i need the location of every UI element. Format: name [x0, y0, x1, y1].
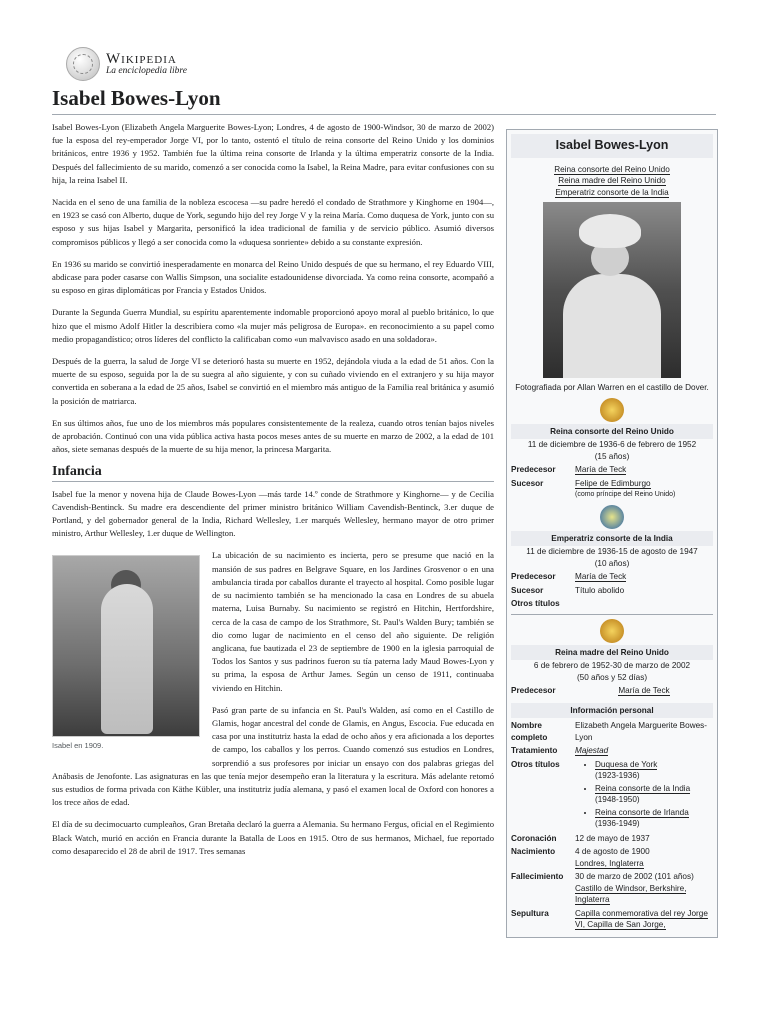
reign-years: (15 años): [594, 451, 630, 461]
thumbnail-photo[interactable]: [52, 555, 200, 737]
predecessor-label: Predecesor: [511, 572, 556, 581]
photo-figure-body: [101, 584, 153, 734]
list-item: [595, 759, 713, 782]
wikipedia-brand[interactable]: [66, 46, 716, 82]
thumbnail-caption: Isabel en 1909.: [52, 741, 104, 751]
other-titles-row: [511, 759, 713, 831]
reign-heading: Reina consorte del Reino Unido: [511, 424, 713, 440]
infancia-paragraph: Isabel fue la menor y novena hija de Claude Bowes-Lyon —más tarde 14.º conde de Strathmore y Kinghorne— y de Cecilia Cavendish-Bentinck. Su madre era descendiente del primer ministro británico William Cavendish-Bentinck, 3.er duque de Portland, y del gobernador general de la India, Richard Wellesley, 1.er marqués Wellesley, hermano mayor de otro primer ministro, Arthur Wellesley, 1.er duque de Wellington.: [52, 488, 494, 539]
predecessor-row: [511, 571, 713, 583]
royal-crest-icon: [600, 398, 624, 422]
predecessor-link[interactable]: María de Teck: [575, 572, 627, 581]
successor-value: Título abolido: [575, 585, 625, 595]
birth-row: [511, 846, 713, 869]
predecessor-row: [511, 685, 713, 697]
treatment-row: [511, 745, 713, 757]
full-name-label: Nombre completo: [511, 721, 548, 742]
other-titles-label: Otros títulos: [511, 599, 560, 608]
full-name-value: Elizabeth Angela Marguerite Bowes-Lyon: [575, 721, 707, 742]
successor-label: Sucesor: [511, 585, 544, 595]
reign-years: (10 años): [594, 558, 630, 568]
intro-paragraph: Nacida en el seno de una familia de la nobleza escocesa —su padre heredó el condado de Strathmore y Kinghorne en 1904—, en 1923 se casó con Alberto, duque de York, segundo hijo del rey Jorge V y la reina María. Como duquesa de York, junto con su esposo y sus hijas Isabel y Margarita, personificó la idea tradicional de familia y de servicio público. Asumió diversos compromisos públicos y llegó a ser conocida como la «duquesa sonriente» debido a su constante expresión.: [52, 197, 494, 247]
intro-paragraph: En 1936 su marido se convirtió inesperadamente en monarca del Reino Unido después de que su hermano, el rey Eduardo VIII, abdicase para poder casarse con Wallis Simpson, una socialite estadounidense divorciada. Ya como reina consorte, acompañó a su esposo en giras diplomáticas por Francia y Estados Unidos.: [52, 258, 494, 296]
other-titles-label: Otros títulos: [511, 759, 560, 769]
title-link[interactable]: Duquesa de York: [595, 759, 658, 769]
other-titles-list: [575, 759, 713, 830]
brand-text: [106, 52, 187, 77]
predecessor-link[interactable]: María de Teck: [575, 465, 627, 474]
thumbnail-figure[interactable]: [52, 555, 200, 752]
infancia-paragraph: La ubicación de su nacimiento es incierta, pero se presume que nació en la mansión de sus padres en Belgrave Square, en los Jardines Grosvenor o en una ambulancia tirada por caballos durante el trayecto al hospital. Como posible lugar de su nacimiento también se ha mencionado la casa en Londres de su abuela materna, Luisa Burnaby. Su nacimiento se registró en Hitchin, Hertfordshire, cerca de la casa de campo de los Strathmore, St. Paul's Walden Bury; también se dio como lugar de nacimiento en el censo del año siguiente. De religión anglicana, fue bautizada el 23 de septiembre de 1900 en la iglesia parroquial de Todos los Santos y sus padrinos fueron su tía paterna lady Maud Bowes-Lyon y su prima, la esposa de Arthur James. Según un censo de 1911, continuaba viviendo en Hitchin.: [212, 550, 494, 693]
intro-paragraph: Después de la guerra, la salud de Jorge VI se deterioró hasta su muerte en 1952, dejándola viuda a la edad de 51 años. Con la muerte de su esposo, seguida por la de su suegra al año siguiente, y con su cuñado viviendo en el extranjero y su hija mayor convertida en soberana a la edad de 25 años, Isabel se convirtió en el miembro más antiguo de la Familia real británica y asumió la posición de matriarca.: [52, 356, 494, 406]
full-name-row: [511, 720, 713, 743]
title-link[interactable]: Reina consorte de Irlanda: [595, 807, 689, 817]
section-heading-infancia: Infancia: [52, 465, 494, 481]
reign-dates: 6 de febrero de 1952-30 de marzo de 2002: [533, 661, 691, 670]
wikipedia-globe-icon: [66, 47, 100, 81]
coronation-label: Coronación: [511, 833, 557, 843]
predecessor-row: [511, 464, 713, 476]
death-label: Fallecimiento: [511, 872, 564, 881]
burial-label: Sepultura: [511, 908, 549, 918]
successor-link[interactable]: Felipe de Edimburgo: [575, 478, 651, 488]
title-dates: (1936-1949): [595, 819, 640, 828]
list-item: [595, 783, 713, 806]
successor-label: Sucesor: [511, 478, 544, 488]
photo-figure-body: [563, 274, 661, 378]
successor-row: [511, 478, 713, 501]
title-link[interactable]: Reina consorte de la India: [595, 783, 691, 793]
title-dates: (1948-1950): [595, 795, 640, 804]
title-dates: (1923-1936): [595, 771, 640, 780]
infobox-photo[interactable]: [543, 202, 681, 378]
role-link[interactable]: Reina consorte del Reino Unido: [554, 164, 670, 174]
coronation-row: [511, 833, 713, 845]
reign-dates: 11 de diciembre de 1936-6 de febrero de 1952: [527, 440, 697, 449]
brand-name: Wikipedia: [106, 50, 177, 67]
reign-years: (50 años y 52 días): [576, 672, 648, 682]
role-link[interactable]: Reina madre del Reino Unido: [558, 176, 666, 185]
article-page: [52, 46, 716, 929]
predecessor-label: Predecesor: [511, 465, 556, 474]
india-star-icon: [600, 505, 624, 529]
treatment-label: Tratamiento: [511, 746, 558, 755]
successor-row: [511, 585, 713, 597]
birth-label: Nacimiento: [511, 847, 556, 856]
infobox: [506, 129, 718, 938]
reign-heading: Emperatriz consorte de la India: [511, 531, 713, 547]
page-title: Isabel Bowes-Lyon: [52, 86, 716, 115]
reign-heading: Reina madre del Reino Unido: [511, 645, 713, 661]
photo-caption: Fotografiada por Allan Warren en el castillo de Dover.: [515, 383, 709, 392]
personal-info-heading: Información personal: [511, 703, 713, 719]
burial-row: [511, 908, 713, 931]
predecessor-link[interactable]: María de Teck: [618, 686, 670, 695]
intro-paragraph: Durante la Segunda Guerra Mundial, su espíritu aparentemente indomable proporcionó apoyo moral al pueblo británico, lo que hizo que el mismo Adolf Hitler la describiera como «la mujer más peligrosa de Europa». en reconocimiento a su papel como medio propagandístico; otros líderes del conflicto la calificaban como «un malvavisco asado en una soldadora».: [52, 307, 494, 344]
treatment-link[interactable]: Majestad: [575, 746, 609, 755]
predecessor-label: Predecesor: [511, 686, 556, 695]
infancia-paragraph: El día de su decimocuarto cumpleaños, Gran Bretaña declaró la guerra a Alemania. Su hermano Fergus, oficial en el Regimiento Black Watch, murió en acción en Francia durante la Batalla de Loos en 1915. Otro de sus hermanos, Michael, fue reportado como desaparecido el 28 de abril de 1917. Tres semanas: [52, 819, 494, 856]
intro-paragraph: Isabel Bowes-Lyon (Elizabeth Angela Marguerite Bowes-Lyon; Londres, 4 de agosto de 1900-Windsor, 30 de marzo de 2002) fue la esposa del rey-emperador Jorge VI, por lo tanto, ostentó el título de reina consorte del Reino Unido y los dominios británicos, entre 1936 y 1952. También fue la última reina consorte de Irlanda y la última emperatriz consorte de la India. Después del fallecimiento de su marido, comenzó a ser conocida como la Isabel, la Reina Madre, para evitar confusiones con su hija, la reina Isabel II.: [52, 122, 494, 185]
infancia-paragraph: Pasó gran parte de su infancia en St. Paul's Walden, así como en el Castillo de Glamis, hogar ancestral del conde de Glamis, en Angus, Escocia. Fue educada en casa por una institutriz hasta la edad de ocho años y era aficionada a los deportes de campo, los caballos y los perros. Cuando comenzó sus estudios en Londres, sorprendió a sus profesores por iniciar un ensayo con dos palabras griegas del Anábasis de Jenofonte. Las asignaturas en las que tenía mejor desempeño eran la literatura y la escritura. Más adelante retomó sus estudios de forma privada con Käthe Kübler, una institutriz judía alemana, y pasó el examen local de Oxford con honores a los trece años de edad.: [52, 704, 494, 808]
coronation-value: 12 de mayo de 1937: [575, 833, 650, 843]
burial-link[interactable]: Capilla conmemorativa del rey Jorge VI, Capilla de San Jorge,: [575, 908, 708, 929]
reign-dates: 11 de diciembre de 1936-15 de agosto de 1947: [526, 547, 698, 556]
infobox-title: Isabel Bowes-Lyon: [511, 134, 713, 158]
intro-paragraph: En sus últimos años, fue uno de los miembros más populares consistentemente de la realeza, cuando otros tenían bajos niveles de aprobación. Continuó con una vida pública activa hasta pocos meses antes de su muerte en marzo de 2002, a la edad de 101 años, siete semanas después de la muerte de su hija menor, la princesa Margarita.: [52, 417, 494, 455]
divider: [511, 614, 713, 615]
photo-figure-hat: [579, 214, 641, 248]
brand-tagline: La enciclopedia libre: [106, 65, 187, 76]
other-titles-toggle[interactable]: [511, 598, 713, 610]
list-item: [595, 807, 713, 830]
birth-place-link[interactable]: Londres, Inglaterra: [575, 858, 644, 868]
article-body: [52, 121, 494, 867]
death-date: 30 de marzo de 2002 (101 años): [575, 872, 694, 881]
royal-crest-icon: [600, 619, 624, 643]
death-row: [511, 871, 713, 906]
death-place-link[interactable]: Castillo de Windsor, Berkshire, Inglaterra: [575, 883, 687, 904]
birth-date: 4 de agosto de 1900: [575, 847, 650, 856]
role-link[interactable]: Emperatriz consorte de la India: [555, 187, 669, 197]
successor-note: (como príncipe del Reino Unido): [575, 491, 676, 498]
infobox-roles: [511, 164, 713, 199]
